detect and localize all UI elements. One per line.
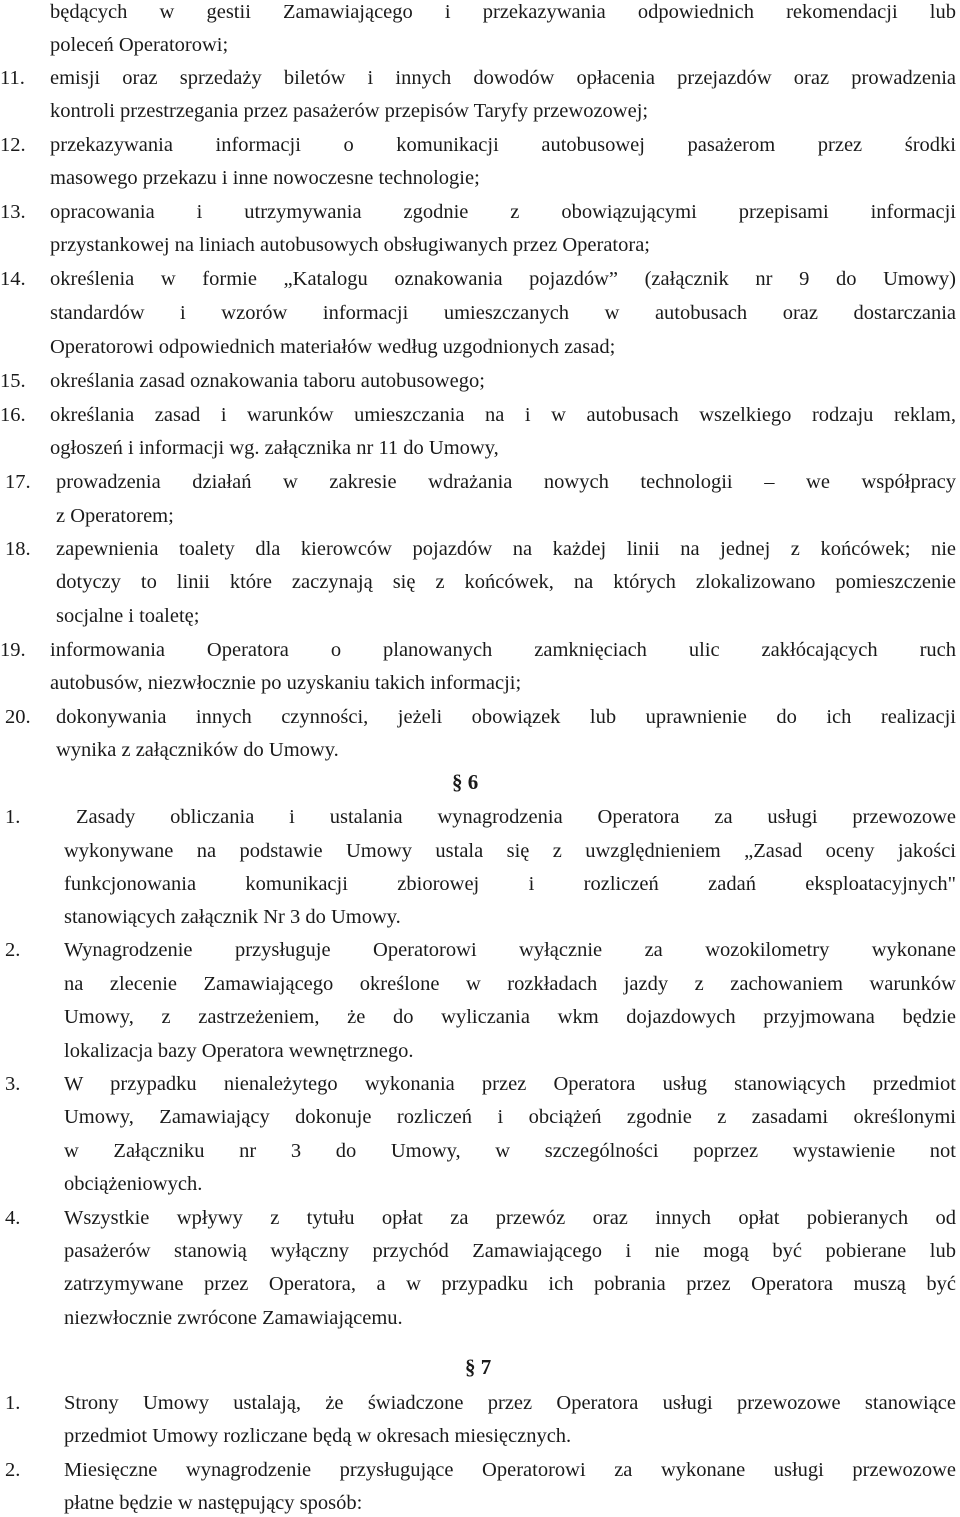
list-item-line: Umowy, Zamawiający dokonuje rozliczeń i obciążeń zgodnie z zasadami określonymi — [64, 1106, 956, 1128]
paragraph-line: będących w gestii Zamawiającego i przekazywania odpowiednich rekomendacji lub — [50, 1, 956, 23]
list-item-line: Wszystkie wpływy z tytułu opłat za przewóz oraz innych opłat pobieranych od — [64, 1207, 956, 1229]
list-number: 4. — [5, 1207, 21, 1229]
list-item-line: autobusów, niezwłocznie po uzyskaniu takich informacji; — [50, 672, 522, 694]
list-item-line: z Operatorem; — [56, 505, 174, 527]
list-number: 14. — [0, 268, 26, 290]
list-item-line: standardów i wzorów informacji umieszczanych w autobusach oraz dostarczania — [50, 302, 956, 324]
list-item-line: funkcjonowania komunikacji zbiorowej i rozliczeń zadań eksploatacyjnych" — [64, 873, 956, 895]
list-item-line: Strony Umowy ustalają, że świadczone przez Operatora usługi przewozowe stanowiące — [64, 1392, 956, 1414]
list-item-line: w Załączniku nr 3 do Umowy, w szczególności poprzez wystawienie not — [64, 1140, 956, 1162]
list-number: 2. — [5, 1459, 21, 1481]
section-heading: § 7 — [465, 1355, 492, 1379]
list-item-line: wynika z załączników do Umowy. — [56, 739, 339, 761]
list-number: 2. — [5, 939, 21, 961]
list-item-line: dotyczy to linii które zaczynają się z końcówek, na których zlokalizowano pomieszczenie — [56, 571, 956, 593]
list-number: 1. — [5, 806, 21, 828]
list-item-line: ogłoszeń i informacji wg. załącznika nr 11 do Umowy, — [50, 437, 499, 459]
list-item-line: wykonywane na podstawie Umowy ustala się z uwzględnieniem „Zasad oceny jakości — [64, 840, 956, 862]
list-item-line: opracowania i utrzymywania zgodnie z obowiązującymi przepisami informacji — [50, 201, 956, 223]
list-item-line: kontroli przestrzegania przez pasażerów przepisów Taryfy przewozowej; — [50, 100, 649, 122]
list-item-line: obciążeniowych. — [64, 1173, 203, 1195]
list-item-line: stanowiących załącznik Nr 3 do Umowy. — [64, 906, 401, 928]
list-number: 20. — [5, 706, 31, 728]
list-number: 1. — [5, 1392, 21, 1414]
list-item-line: przystankowej na liniach autobusowych obsługiwanych przez Operatora; — [50, 234, 650, 256]
list-item-line: na zlecenie Zamawiającego określone w rozkładach jazdy z zachowaniem warunków — [64, 973, 956, 995]
list-item-line: masowego przekazu i inne nowoczesne technologie; — [50, 167, 480, 189]
list-item-line: przedmiot Umowy rozliczane będą w okresach miesięcznych. — [64, 1425, 572, 1447]
list-item-line: Operatorowi odpowiednich materiałów według uzgodnionych zasad; — [50, 336, 616, 358]
list-item-line: określenia w formie „Katalogu oznakowania pojazdów” (załącznik nr 9 do Umowy) — [50, 268, 956, 290]
list-item-line: Umowy, z zastrzeżeniem, że do wyliczania wkm dojazdowych przyjmowana będzie — [64, 1006, 956, 1028]
list-item-line: prowadzenia działań w zakresie wdrażania nowych technologii – we współpracy — [56, 471, 956, 493]
list-item-line: Miesięczne wynagrodzenie przysługujące Operatorowi za wykonane usługi przewozowe — [64, 1459, 956, 1481]
list-item-line: określania zasad oznakowania taboru autobusowego; — [50, 370, 485, 392]
list-number: 12. — [0, 134, 26, 156]
list-item-line: niezwłocznie zwrócone Zamawiającemu. — [64, 1307, 403, 1329]
paragraph-line: poleceń Operatorowi; — [50, 34, 229, 56]
list-item-line: Wynagrodzenie przysługuje Operatorowi wyłącznie za wozokilometry wykonane — [64, 939, 956, 961]
list-item-line: W przypadku nienależytego wykonania przez Operatora usług stanowiących przedmiot — [64, 1073, 956, 1095]
list-number: 16. — [0, 404, 26, 426]
list-item-line: dokonywania innych czynności, jeżeli obowiązek lub uprawnienie do ich realizacji — [56, 706, 956, 728]
list-item-line: zapewnienia toalety dla kierowców pojazdów na każdej linii na jednej z końcówek; nie — [56, 538, 956, 560]
list-number: 15. — [0, 370, 26, 392]
list-item-line: płatne będzie w następujący sposób: — [64, 1492, 363, 1514]
list-number: 3. — [5, 1073, 21, 1095]
list-item-line: Zasady obliczania i ustalania wynagrodzenia Operatora za usługi przewozowe — [76, 806, 956, 828]
list-item-line: zatrzymywane przez Operatora, a w przypadku ich pobrania przez Operatora muszą być — [64, 1273, 956, 1295]
list-number: 18. — [5, 538, 31, 560]
section-heading: § 6 — [452, 770, 479, 794]
list-number: 19. — [0, 639, 26, 661]
list-item-line: pasażerów stanowią wyłączny przychód Zamawiającego i nie mogą być pobierane lub — [64, 1240, 956, 1262]
list-item-line: przekazywania informacji o komunikacji autobusowej pasażerom przez środki — [50, 134, 956, 156]
list-number: 17. — [5, 471, 31, 493]
list-item-line: określania zasad i warunków umieszczania na i w autobusach wszelkiego rodzaju reklam, — [50, 404, 956, 426]
list-item-line: lokalizacja bazy Operatora wewnętrznego. — [64, 1040, 414, 1062]
list-number: 13. — [0, 201, 26, 223]
list-item-line: emisji oraz sprzedaży biletów i innych dowodów opłacenia przejazdów oraz prowadzenia — [50, 67, 956, 89]
list-number: 11. — [0, 67, 25, 89]
list-item-line: socjalne i toaletę; — [56, 605, 200, 627]
list-item-line: informowania Operatora o planowanych zamknięciach ulic zakłócających ruch — [50, 639, 956, 661]
